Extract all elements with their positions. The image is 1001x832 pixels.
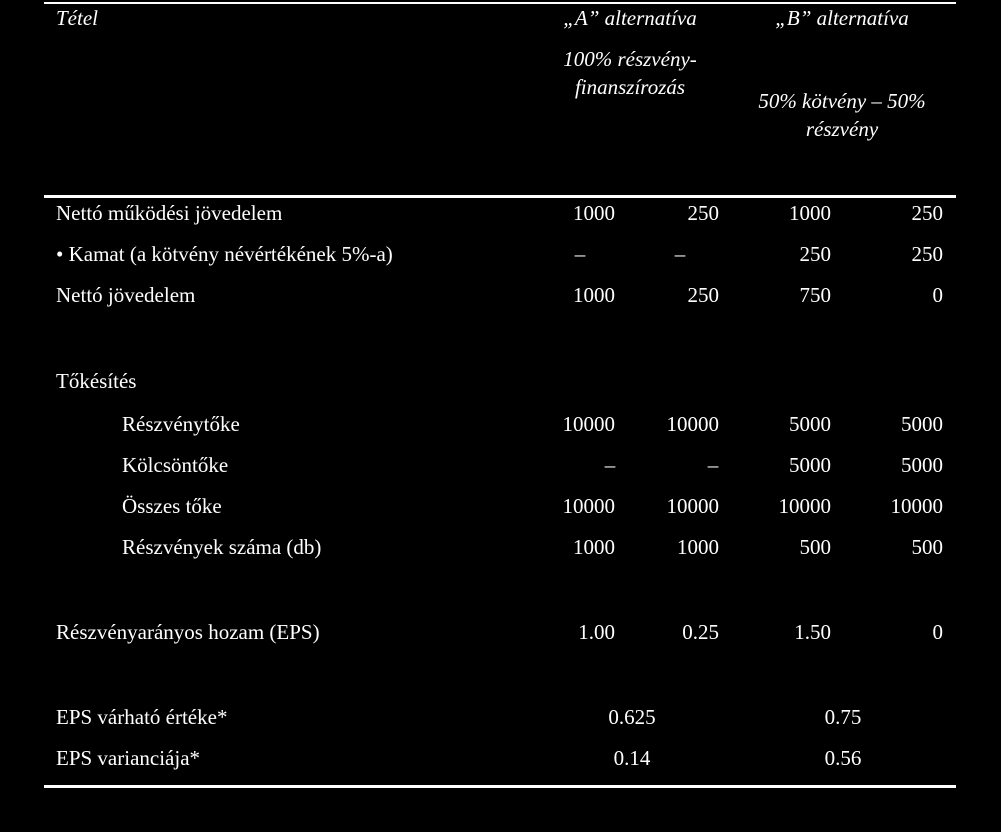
cell-a1: 1000	[573, 201, 615, 225]
cell-a1: 1000	[573, 535, 615, 559]
cell-a2: 1000	[677, 535, 719, 559]
cell-b1: 10000	[778, 494, 831, 518]
cell-b2: 5000	[901, 412, 943, 436]
header-alt-b: „B” alternatíva	[775, 6, 909, 30]
row-label: Részvényarányos hozam (EPS)	[56, 620, 320, 644]
cell-b-merged: 0.56	[824, 746, 862, 770]
row-label: Nettó működési jövedelem	[56, 201, 283, 225]
cell-a2: 10000	[666, 412, 719, 436]
cell-a1: 10000	[562, 412, 615, 436]
cell-b2: 250	[911, 242, 943, 266]
cell-b2: 500	[911, 535, 943, 559]
cell-a1: –	[574, 242, 586, 266]
cell-a-merged: 0.625	[608, 705, 656, 729]
cell-b1: 750	[799, 283, 831, 307]
cell-b2: 250	[911, 201, 943, 225]
cell-b2: 10000	[890, 494, 943, 518]
cell-b1: 5000	[789, 412, 831, 436]
header-tetel: Tétel	[56, 6, 98, 30]
top-rule	[44, 2, 956, 4]
cell-b1: 5000	[789, 453, 831, 477]
cell-a2: –	[707, 453, 719, 477]
cell-a2: 250	[687, 201, 719, 225]
cell-b2: 5000	[901, 453, 943, 477]
header-alt-a-desc-2: finanszírozás	[574, 75, 686, 99]
section-label: Tőkésítés	[56, 369, 137, 393]
cell-a1: –	[604, 453, 616, 477]
header-rule	[44, 195, 956, 198]
row-label: Kölcsöntőke	[122, 453, 229, 477]
cell-b1: 1.50	[794, 620, 831, 644]
header-alt-b-desc-2: részvény	[805, 117, 879, 141]
row-label: Nettó jövedelem	[56, 283, 196, 307]
cell-a2: 0.25	[682, 620, 719, 644]
cell-a1: 1000	[573, 283, 615, 307]
row-label: EPS várható értéke*	[56, 705, 228, 729]
cell-a2: –	[674, 242, 686, 266]
header-alt-b-desc-1: 50% kötvény – 50%	[758, 89, 926, 113]
cell-b2: 0	[932, 283, 943, 307]
cell-a2: 250	[687, 283, 719, 307]
cell-b1: 1000	[789, 201, 831, 225]
header-alt-a: „A” alternatíva	[563, 6, 697, 30]
row-label: Részvénytőke	[122, 412, 240, 436]
cell-b1: 250	[799, 242, 831, 266]
header-alt-a-desc-1: 100% részvény-	[563, 47, 697, 71]
row-label: Összes tőke	[122, 494, 222, 518]
cell-a1: 1.00	[578, 620, 615, 644]
cell-b2: 0	[932, 620, 943, 644]
cell-a-merged: 0.14	[613, 746, 651, 770]
cell-b-merged: 0.75	[824, 705, 862, 729]
cell-a2: 10000	[666, 494, 719, 518]
cell-b1: 500	[799, 535, 831, 559]
row-label: EPS varianciája*	[56, 746, 201, 770]
row-label: Részvények száma (db)	[122, 535, 322, 559]
row-label: • Kamat (a kötvény névértékének 5%-a)	[56, 242, 393, 266]
cell-a1: 10000	[562, 494, 615, 518]
bottom-rule	[44, 785, 956, 788]
